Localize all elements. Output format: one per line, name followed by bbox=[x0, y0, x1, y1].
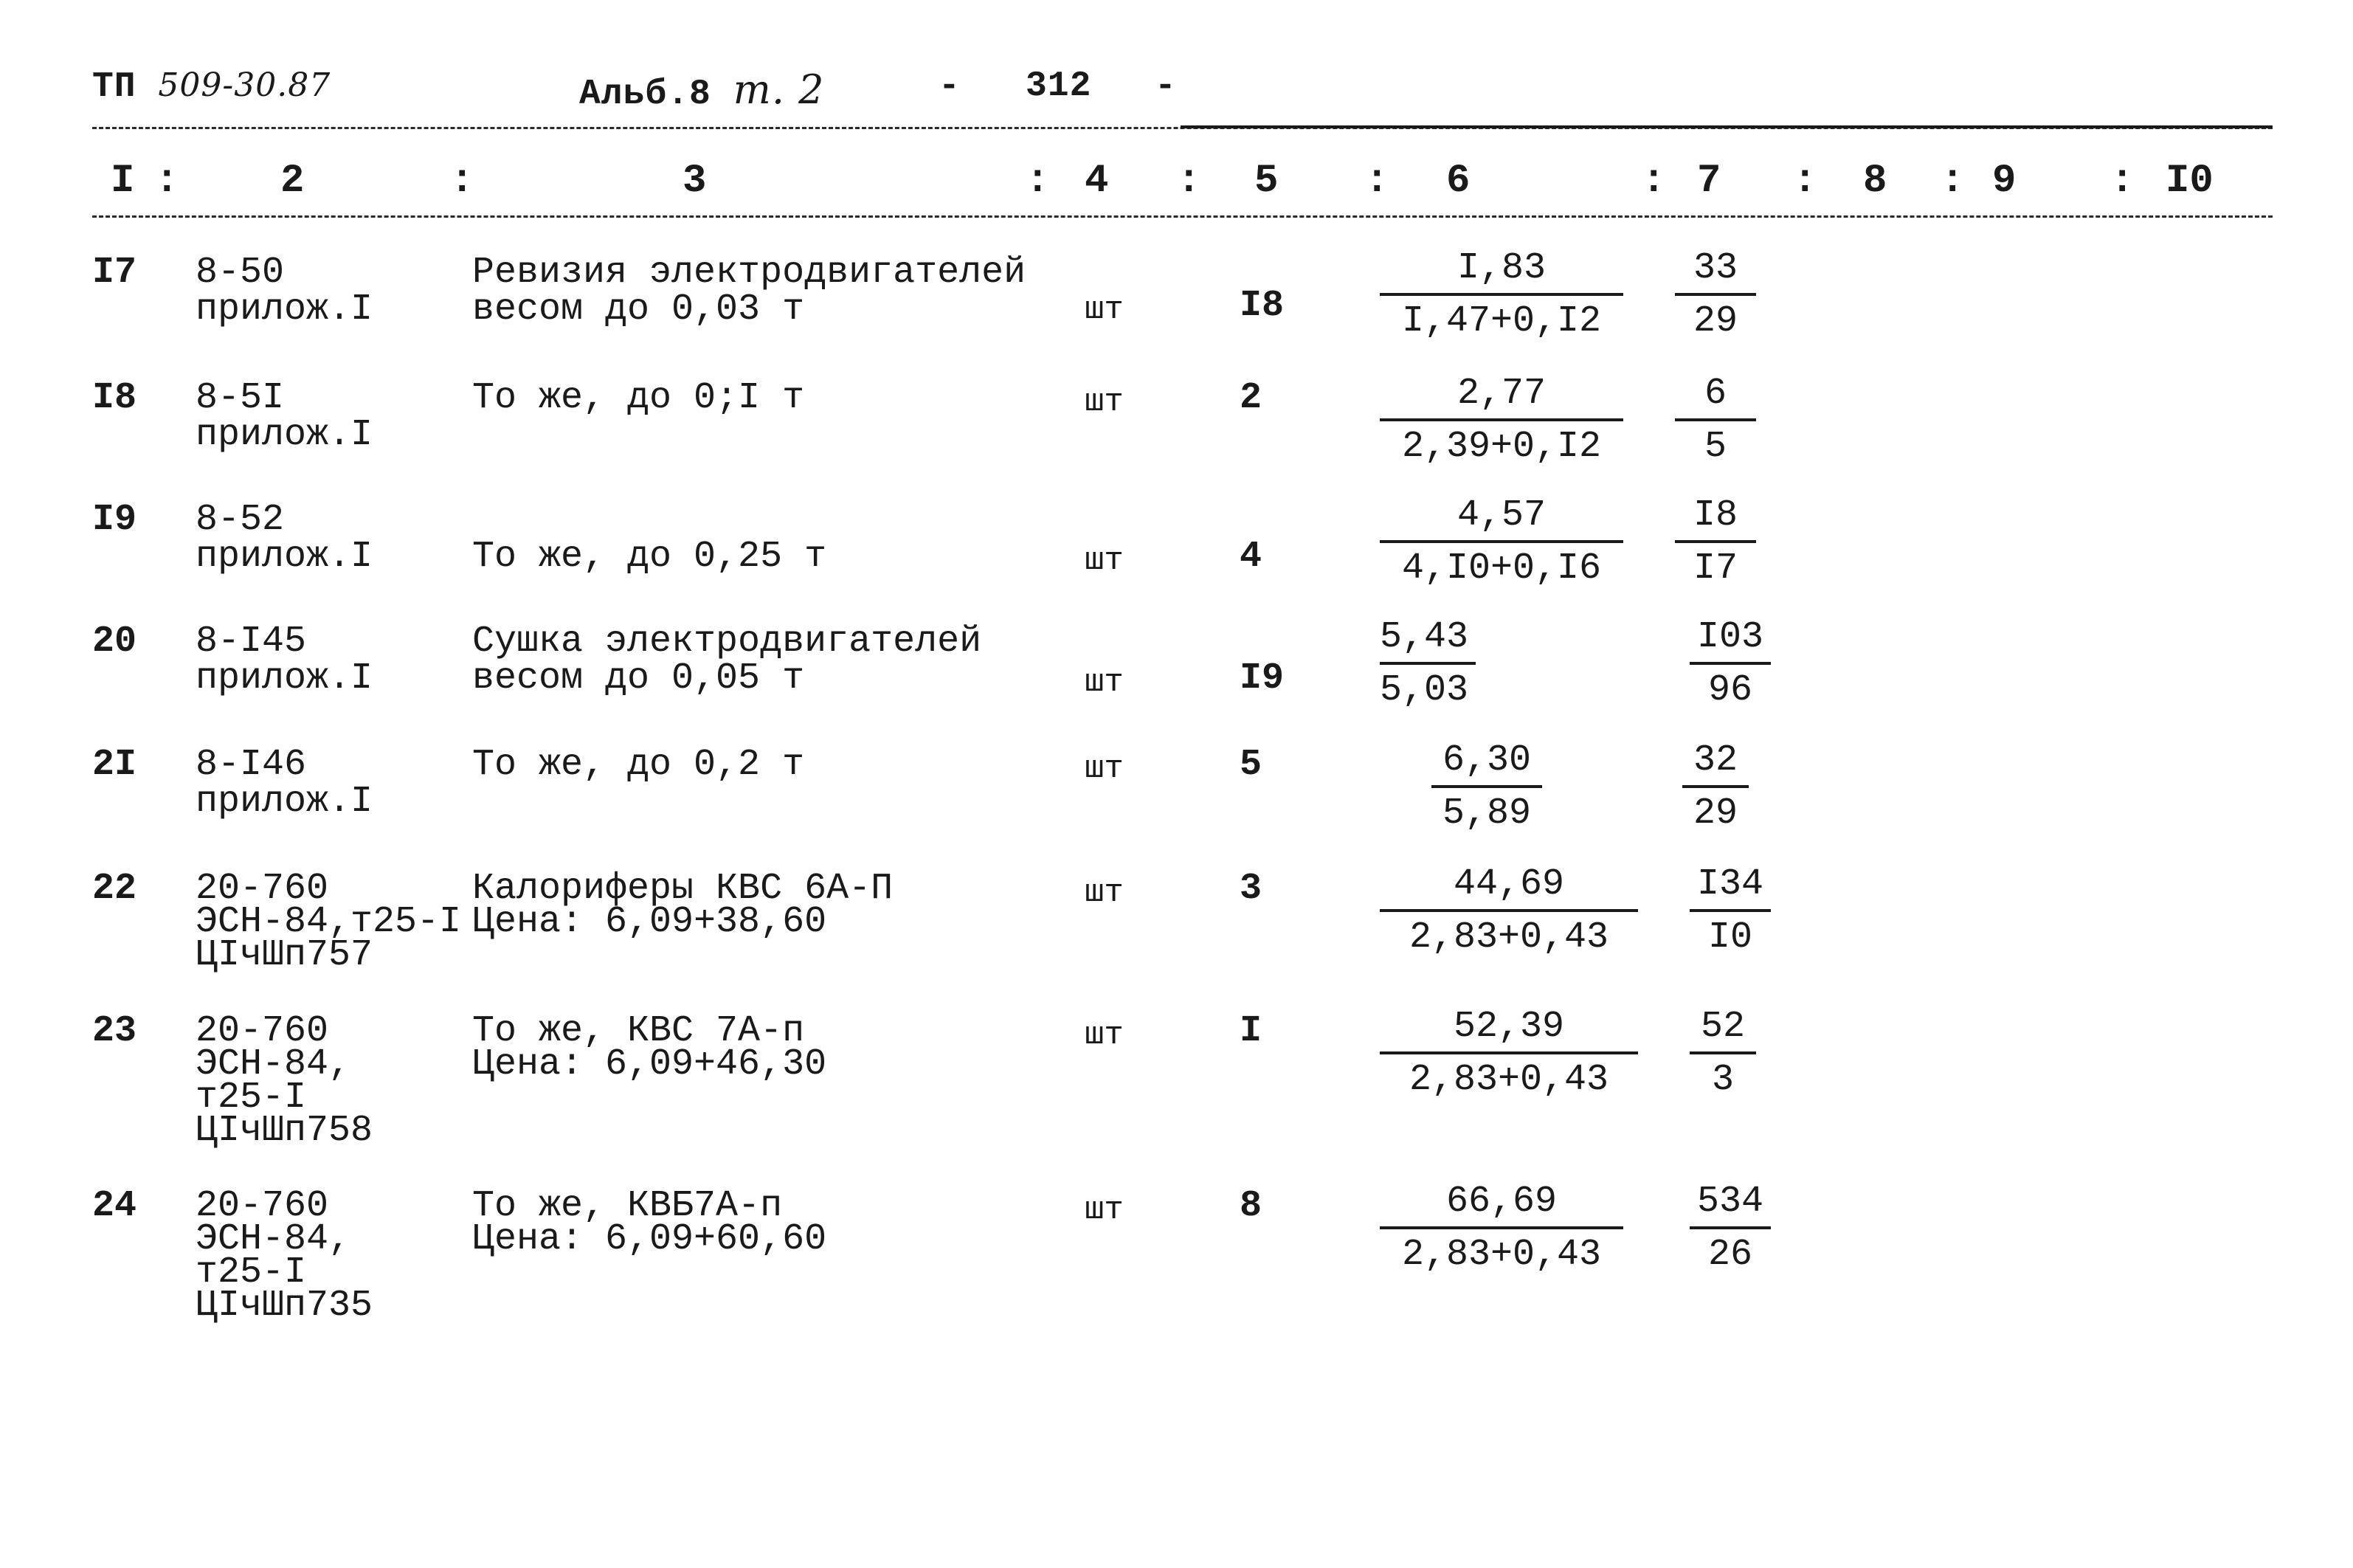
row-number: 24 bbox=[92, 1185, 137, 1227]
column-number-7: 7 bbox=[1697, 159, 1721, 204]
norm-source: ЭСН-84, bbox=[196, 1043, 351, 1085]
quantity: 4 bbox=[1240, 536, 1262, 578]
total-cost-bottom: I7 bbox=[1693, 548, 1738, 590]
quantity: 5 bbox=[1240, 744, 1262, 786]
column-separator-4: : bbox=[1177, 159, 1201, 204]
column-separator-7: : bbox=[1793, 159, 1817, 204]
doc-number: 509-30.87 bbox=[158, 66, 331, 104]
total-cost bbox=[1675, 374, 1756, 467]
table-row bbox=[0, 494, 2353, 635]
total-cost-top: I03 bbox=[1696, 616, 1763, 658]
dash-left: - bbox=[939, 66, 961, 106]
fraction-bar bbox=[1690, 909, 1771, 912]
unit-price bbox=[1380, 865, 1638, 958]
column-number-5: 5 bbox=[1254, 159, 1279, 204]
fraction-bar bbox=[1690, 1051, 1756, 1054]
work-description: То же, до 0,25 т bbox=[472, 536, 827, 578]
table-row bbox=[0, 1006, 2353, 1152]
row-number: 22 bbox=[92, 868, 137, 910]
norm-appendix: прилож.I bbox=[196, 781, 373, 823]
unit-price-total: 6,30 bbox=[1442, 739, 1532, 781]
price-catalog-ref: ЦIчШп758 bbox=[196, 1110, 373, 1152]
unit-price-breakdown: 5,89 bbox=[1442, 792, 1532, 835]
price-catalog-ref: ЦIчШп735 bbox=[196, 1285, 373, 1327]
row-number: I9 bbox=[92, 499, 137, 541]
work-description: Калориферы КВС 6А-П bbox=[472, 868, 894, 910]
unit: шт bbox=[1085, 1192, 1124, 1229]
unit-price bbox=[1380, 618, 1476, 711]
total-cost-top: 32 bbox=[1693, 739, 1738, 781]
total-cost-top: 52 bbox=[1700, 1006, 1745, 1048]
unit-price-total: 2,77 bbox=[1457, 373, 1547, 415]
total-cost bbox=[1690, 1182, 1771, 1275]
column-separator-9: : bbox=[2110, 159, 2135, 204]
unit-price-total: 52,39 bbox=[1453, 1006, 1565, 1048]
page-number: 312 bbox=[1026, 66, 1092, 106]
column-number-6: 6 bbox=[1446, 159, 1471, 204]
total-cost bbox=[1675, 496, 1756, 589]
unit-price-breakdown: 2,39+0,I2 bbox=[1401, 426, 1602, 468]
norm-code: 8-50 bbox=[196, 252, 285, 294]
norm-appendix: прилож.I bbox=[196, 657, 373, 700]
unit-price bbox=[1380, 249, 1623, 342]
table-row bbox=[0, 739, 2353, 880]
total-cost bbox=[1675, 249, 1756, 342]
fraction-bar bbox=[1380, 1226, 1623, 1229]
total-cost-top: 534 bbox=[1696, 1181, 1763, 1223]
total-cost-bottom: 26 bbox=[1707, 1234, 1752, 1276]
total-cost bbox=[1690, 1007, 1756, 1100]
unit-price-breakdown: 2,83+0,43 bbox=[1409, 916, 1609, 959]
column-separator-6: : bbox=[1642, 159, 1666, 204]
equipment-price: Цена: 6,09+60,60 bbox=[472, 1218, 827, 1260]
row-number: 2I bbox=[92, 744, 137, 786]
fraction-bar bbox=[1690, 662, 1771, 665]
unit: шт bbox=[1085, 750, 1124, 787]
total-cost-bottom: 96 bbox=[1707, 669, 1752, 711]
unit-price bbox=[1380, 496, 1623, 589]
unit-price-total: 44,69 bbox=[1453, 863, 1565, 905]
column-number-9: 9 bbox=[1992, 159, 2017, 204]
total-cost bbox=[1690, 618, 1771, 711]
unit-price-breakdown: 5,03 bbox=[1380, 669, 1469, 711]
column-separator-5: : bbox=[1365, 159, 1389, 204]
row-number: 20 bbox=[92, 621, 137, 663]
quantity: 8 bbox=[1240, 1185, 1262, 1227]
work-description: То же, КВС 7А-п bbox=[472, 1010, 805, 1052]
price-catalog-ref: ЦIчШп757 bbox=[196, 934, 373, 976]
total-cost-bottom: I0 bbox=[1707, 916, 1752, 959]
fraction-bar bbox=[1675, 418, 1756, 421]
fraction-bar bbox=[1380, 540, 1623, 543]
total-cost-bottom: 29 bbox=[1693, 300, 1738, 342]
fraction-bar bbox=[1682, 785, 1749, 788]
norm-source: ЭСН-84, bbox=[196, 1218, 351, 1260]
quantity: I8 bbox=[1240, 285, 1285, 327]
norm-table: т25-I bbox=[196, 1077, 307, 1119]
row-number: 23 bbox=[92, 1010, 137, 1052]
column-separator-3: : bbox=[1026, 159, 1050, 204]
unit-price bbox=[1431, 741, 1542, 834]
norm-appendix: прилож.I bbox=[196, 289, 373, 331]
norm-source: ЭСН-84,т25-I bbox=[196, 901, 462, 943]
unit: шт bbox=[1085, 291, 1124, 328]
column-number-8: 8 bbox=[1863, 159, 1887, 204]
unit-price bbox=[1380, 374, 1623, 467]
norm-appendix: прилож.I bbox=[196, 536, 373, 578]
total-cost bbox=[1690, 865, 1771, 958]
fraction-bar bbox=[1675, 540, 1756, 543]
table-row bbox=[0, 373, 2353, 513]
column-separator-1: : bbox=[155, 159, 179, 204]
unit-price-breakdown: I,47+0,I2 bbox=[1401, 300, 1602, 342]
header-top-rule-solid bbox=[1181, 125, 2273, 128]
fraction-bar bbox=[1380, 1051, 1638, 1054]
unit-price-total: 66,69 bbox=[1445, 1181, 1558, 1223]
total-cost bbox=[1682, 741, 1749, 834]
doc-code-label: ТП bbox=[92, 67, 137, 107]
norm-code: 8-5I bbox=[196, 377, 285, 419]
unit-price-breakdown: 4,I0+0,I6 bbox=[1401, 548, 1602, 590]
norm-table: т25-I bbox=[196, 1251, 307, 1294]
unit: шт bbox=[1085, 874, 1124, 911]
unit-price-breakdown: 2,83+0,43 bbox=[1401, 1234, 1602, 1276]
fraction-bar bbox=[1690, 1226, 1771, 1229]
unit: шт bbox=[1085, 542, 1124, 579]
total-cost-top: 6 bbox=[1704, 373, 1727, 415]
column-number-2: 2 bbox=[280, 159, 305, 204]
norm-appendix: прилож.I bbox=[196, 414, 373, 456]
unit-price-total: I,83 bbox=[1457, 247, 1547, 289]
total-cost-bottom: 5 bbox=[1704, 426, 1727, 468]
album-label: Альб.8 bbox=[579, 75, 711, 114]
norm-code: 8-I45 bbox=[196, 621, 307, 663]
norm-code: 20-760 bbox=[196, 1185, 329, 1227]
work-description: То же, до 0;I т bbox=[472, 377, 805, 419]
quantity: I bbox=[1240, 1010, 1262, 1052]
norm-code: 8-52 bbox=[196, 499, 285, 541]
table-row bbox=[0, 247, 2353, 387]
row-number: I8 bbox=[92, 377, 137, 419]
total-cost-bottom: 29 bbox=[1693, 792, 1738, 835]
unit-price-total: 5,43 bbox=[1380, 616, 1469, 658]
equipment-price: Цена: 6,09+46,30 bbox=[472, 1043, 827, 1085]
fraction-bar bbox=[1675, 293, 1756, 296]
column-number-3: 3 bbox=[683, 159, 707, 204]
unit-price bbox=[1380, 1007, 1638, 1100]
work-description-line-2: весом до 0,03 т bbox=[472, 289, 805, 331]
unit: шт bbox=[1085, 1017, 1124, 1054]
quantity: 2 bbox=[1240, 377, 1262, 419]
unit: шт bbox=[1085, 384, 1124, 421]
table-row bbox=[0, 616, 2353, 756]
header-bottom-rule bbox=[92, 215, 2273, 218]
fraction-bar bbox=[1431, 785, 1542, 788]
quantity: 3 bbox=[1240, 868, 1262, 910]
album-reference bbox=[579, 66, 825, 114]
norm-code: 20-760 bbox=[196, 1010, 329, 1052]
table-row bbox=[0, 863, 2353, 1004]
quantity: I9 bbox=[1240, 657, 1285, 700]
work-description: То же, до 0,2 т bbox=[472, 744, 805, 786]
row-number: I7 bbox=[92, 252, 137, 294]
fraction-bar bbox=[1380, 662, 1476, 665]
work-description: То же, КВБ7А-п bbox=[472, 1185, 783, 1227]
total-cost-top: 33 bbox=[1693, 247, 1738, 289]
unit-price-breakdown: 2,83+0,43 bbox=[1409, 1059, 1609, 1101]
fraction-bar bbox=[1380, 418, 1623, 421]
column-separator-2: : bbox=[450, 159, 474, 204]
table-row bbox=[0, 1181, 2353, 1327]
norm-code: 20-760 bbox=[196, 868, 329, 910]
total-cost-top: I34 bbox=[1696, 863, 1763, 905]
work-description: Ревизия электродвигателей bbox=[472, 252, 1026, 294]
column-number-4: 4 bbox=[1085, 159, 1109, 204]
total-cost-top: I8 bbox=[1693, 494, 1738, 536]
total-cost-bottom: 3 bbox=[1711, 1059, 1734, 1101]
equipment-price: Цена: 6,09+38,60 bbox=[472, 901, 827, 943]
fraction-bar bbox=[1380, 293, 1623, 296]
work-description: Сушка электродвигателей bbox=[472, 621, 982, 663]
volume-number: т. 2 bbox=[733, 66, 825, 113]
norm-code: 8-I46 bbox=[196, 744, 307, 786]
unit-price bbox=[1380, 1182, 1623, 1275]
doc-code bbox=[92, 66, 331, 107]
dash-right: - bbox=[1155, 66, 1177, 106]
work-description-line-2: весом до 0,05 т bbox=[472, 657, 805, 700]
unit: шт bbox=[1085, 664, 1124, 701]
column-number-10: I0 bbox=[2166, 159, 2214, 204]
column-separator-8: : bbox=[1941, 159, 1965, 204]
fraction-bar bbox=[1380, 909, 1638, 912]
unit-price-total: 4,57 bbox=[1457, 494, 1547, 536]
column-number-1: I bbox=[111, 159, 135, 204]
